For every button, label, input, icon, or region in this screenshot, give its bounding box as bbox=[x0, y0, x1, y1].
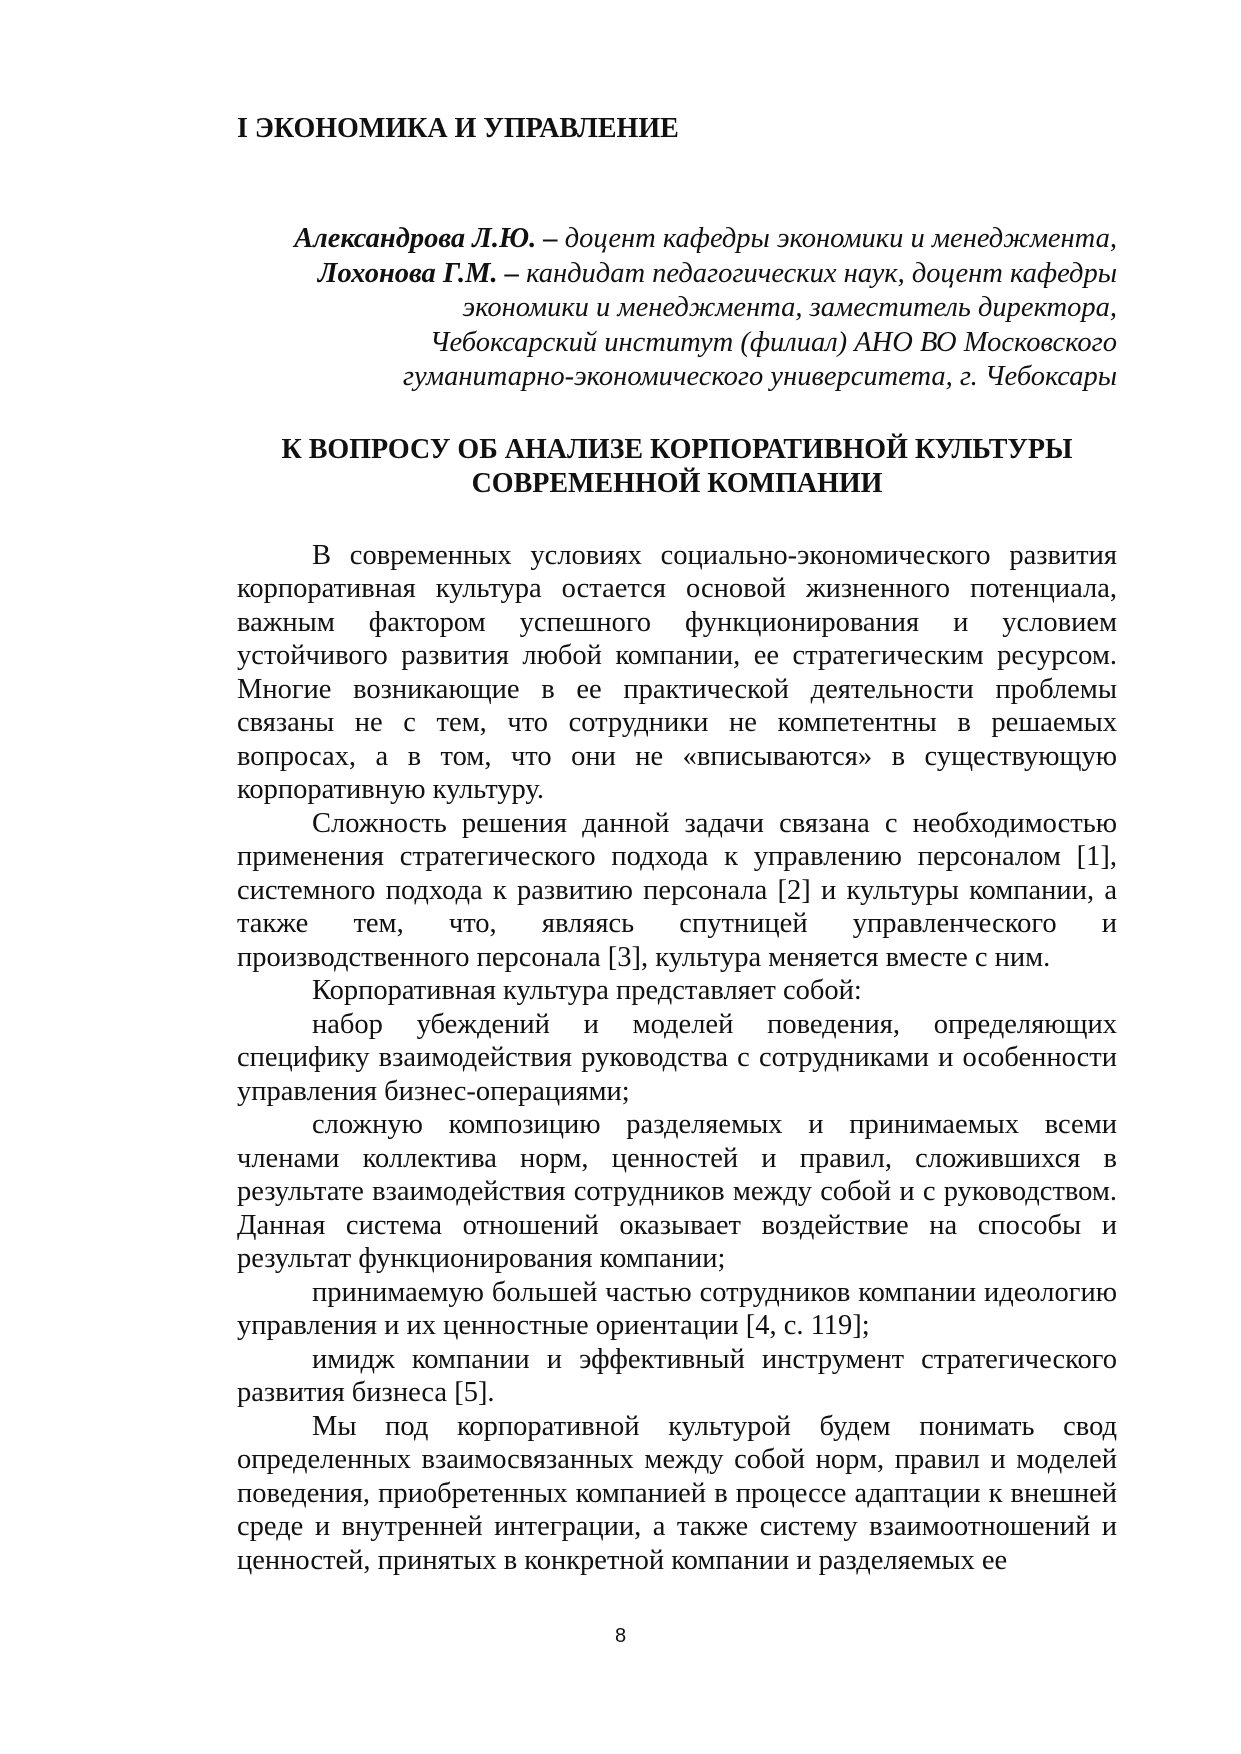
list-item-ideology: принимаемую большей частью сотрудников компании идеологию управления и их ценностные ориентации [4, с. 119]; bbox=[237, 1276, 1117, 1341]
author-line-5: гуманитарно-экономического университета, г. Чебоксары bbox=[402, 361, 1117, 392]
list-item-beliefs: набор убеждений и моделей поведения, определяющих специфику взаимодействия руководства с сотрудниками и особенности управления бизнес-операциями; bbox=[237, 1008, 1117, 1107]
article-body bbox=[237, 539, 1117, 1578]
author-name-2: Лохонова Г.М. – bbox=[317, 257, 519, 289]
author-line-2 bbox=[237, 257, 1117, 292]
author-role-2: кандидат педагогических наук, доцент кафедры bbox=[518, 257, 1117, 289]
author-block bbox=[237, 222, 1117, 395]
article-title bbox=[237, 433, 1117, 501]
author-line-4: Чебоксарский институт (филиал) АНО ВО Московского bbox=[429, 326, 1117, 358]
article-title-line-1: К ВОПРОСУ ОБ АНАЛИЗЕ КОРПОРАТИВНОЙ КУЛЬТУРЫ bbox=[281, 433, 1073, 465]
author-role-1: доцент кафедры экономики и менеджмента, bbox=[557, 223, 1117, 254]
article-title-line-2: СОВРЕМЕННОЙ КОМПАНИИ bbox=[471, 467, 883, 499]
section-heading: I ЭКОНОМИКА И УПРАВЛЕНИЕ bbox=[237, 113, 679, 144]
author-line-3: экономики и менеджмента, заместитель директора, bbox=[462, 292, 1117, 323]
paragraph-complexity: Сложность решения данной задачи связана с необходимостью применения стратегического подхода к управлению персоналом [1], системного подхода к развитию персонала [2] и культуры компании, а также тем, что, являясь спутницей управленческого и производственного персонала [3], культура меняется вместе с ним. bbox=[237, 807, 1117, 973]
paragraph-our-definition: Мы под корпоративной культурой будем понимать свод определенных взаимосвязанных между собой норм, правил и моделей поведения, приобретенных компанией в процессе адаптации к внешней среде и внутренней интеграции, а также систему взаимоотношений и ценностей, принятых в конкретной компании и разделяемых ее bbox=[237, 1410, 1117, 1576]
list-item-composition: сложную композицию разделяемых и принимаемых всеми членами коллектива норм, ценностей и правил, сложившихся в результате взаимодействия сотрудников между собой и с руководством. Данная система отношений оказывает воздействие на способы и результат функционирования компании; bbox=[237, 1109, 1117, 1274]
author-line-1 bbox=[237, 222, 1117, 257]
paragraph-intro: В современных условиях социально-экономического развития корпоративная культура остается основой жизненного потенциала, важным фактором успешного функционирования и условием устойчивого развития любой компании, ее стратегическим ресурсом. Многие возникающие в ее практической деятельности проблемы связаны не с тем, что сотрудники не компетентны в решаемых вопросах, а в том, что они не «вписываются» в существующую корпоративную культуру. bbox=[237, 539, 1117, 805]
author-name-1: Александрова Л.Ю. – bbox=[294, 223, 558, 254]
page-content bbox=[237, 112, 1117, 1577]
paragraph-definition-lead: Корпоративная культура представляет собой: bbox=[312, 975, 862, 1006]
list-item-image: имидж компании и эффективный инструмент стратегического развития бизнеса [5]. bbox=[237, 1343, 1117, 1408]
page-number: 8 bbox=[614, 1625, 627, 1647]
